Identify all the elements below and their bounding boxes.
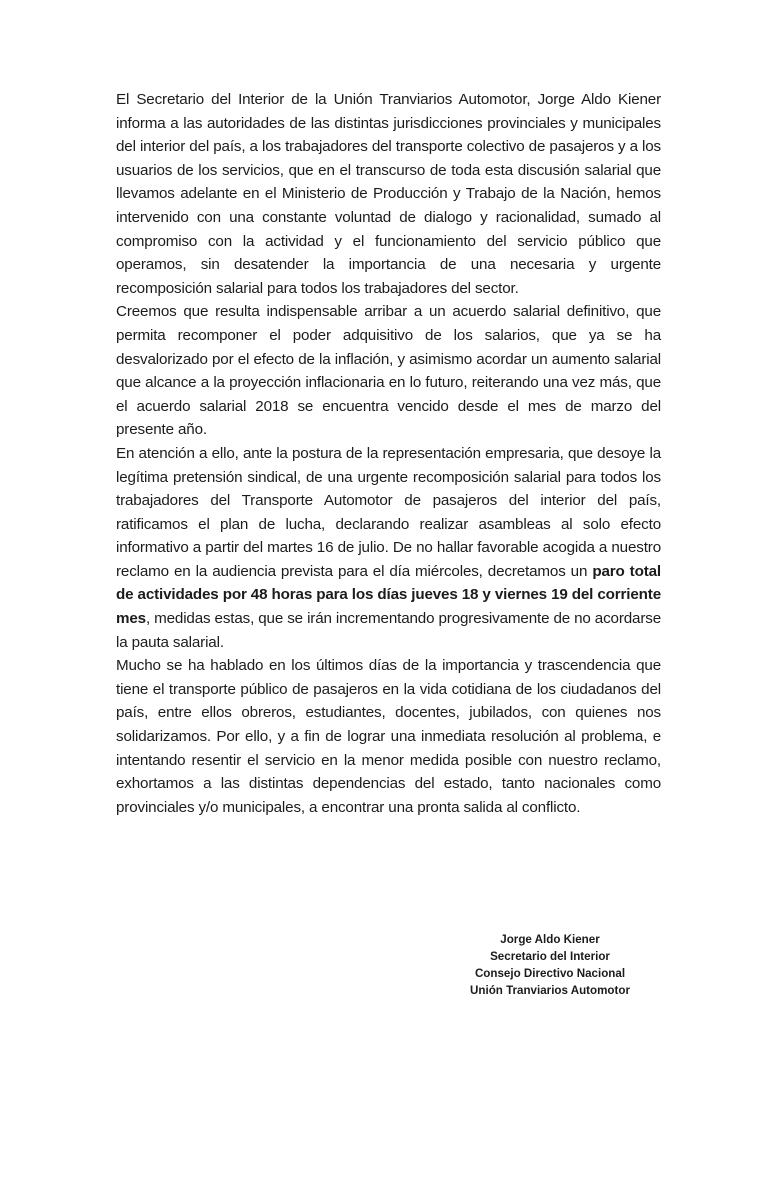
strike-highlight: paro total de actividades por 48 horas para los días jueves 18 y viernes 19 del corriente mes <box>116 562 661 628</box>
paragraph-text: El Secretario del Interior de la Unión Tranviarios Automotor, Jorge Aldo Kiener informa a las autoridades de las distintas jurisdicciones provinciales y municipales del interior del país, a los trabajadores del transporte colectivo de pasajeros y a los usuarios de los servicios, que en el transcurso de toda esta discusión salarial que llevamos adelante en el Ministerio de Producción y Trabajo de la Nación, hemos intervenido con una constante voluntad de dialogo y racionalidad, sumado al compromiso con la actividad y el funcionamiento del servicio público que operamos, sin desatender la importancia de una necesaria y urgente recomposición salarial para todos los trabajadores del sector. <box>116 91 661 297</box>
document-body <box>116 88 661 819</box>
signatory-organization: Unión Tranviarios Automotor <box>470 984 630 997</box>
signatory-body: Consejo Directivo Nacional <box>474 967 626 980</box>
signatory-title: Secretario del Interior <box>490 950 610 963</box>
paragraph-intro <box>116 88 661 300</box>
paragraph-text: , medidas estas, que se irán incrementando progresivamente de no acordarse la pauta salarial. <box>116 610 661 651</box>
paragraph-public-appeal <box>116 654 661 819</box>
signature-block <box>440 931 660 999</box>
paragraph-text: Mucho se ha hablado en los últimos días de la importancia y trascendencia que tiene el transporte público de pasajeros en la vida cotidiana de los ciudadanos del país, entre ellos obreros, estudiantes, docentes, jubilados, con quienes nos solidarizamos. Por ello, y a fin de lograr una inmediata resolución al problema, e intentando resentir el servicio en la menor medida posible con nuestro reclamo, exhortamos a las distintas dependencias del estado, tanto nacionales como provinciales y/o municipales, a encontrar una pronta salida al conflicto. <box>116 657 661 816</box>
paragraph-strike-announcement <box>116 442 661 654</box>
signatory-name: Jorge Aldo Kiener <box>500 933 600 946</box>
paragraph-text: Creemos que resulta indispensable arribar a un acuerdo salarial definitivo, que permita recomponer el poder adquisitivo de los salarios, que ya se ha desvalorizado por el efecto de la inflación, y asimismo acordar un aumento salarial que alcance a la proyección inflacionaria en lo futuro, reiterando una vez más, que el acuerdo salarial 2018 se encuentra vencido desde el mes de marzo del presente año. <box>116 303 661 439</box>
paragraph-text: En atención a ello, ante la postura de la representación empresaria, que desoye la legítima pretensión sindical, de una urgente recomposición salarial para todos los trabajadores del Transporte Automotor de pasajeros del interior del país, ratificamos el plan de lucha, declarando realizar asambleas al solo efecto informativo a partir del martes 16 de julio. De no hallar favorable acogida a nuestro reclamo en la audiencia prevista para el día miércoles, decretamos un <box>116 444 661 580</box>
paragraph-salary-agreement <box>116 300 661 442</box>
